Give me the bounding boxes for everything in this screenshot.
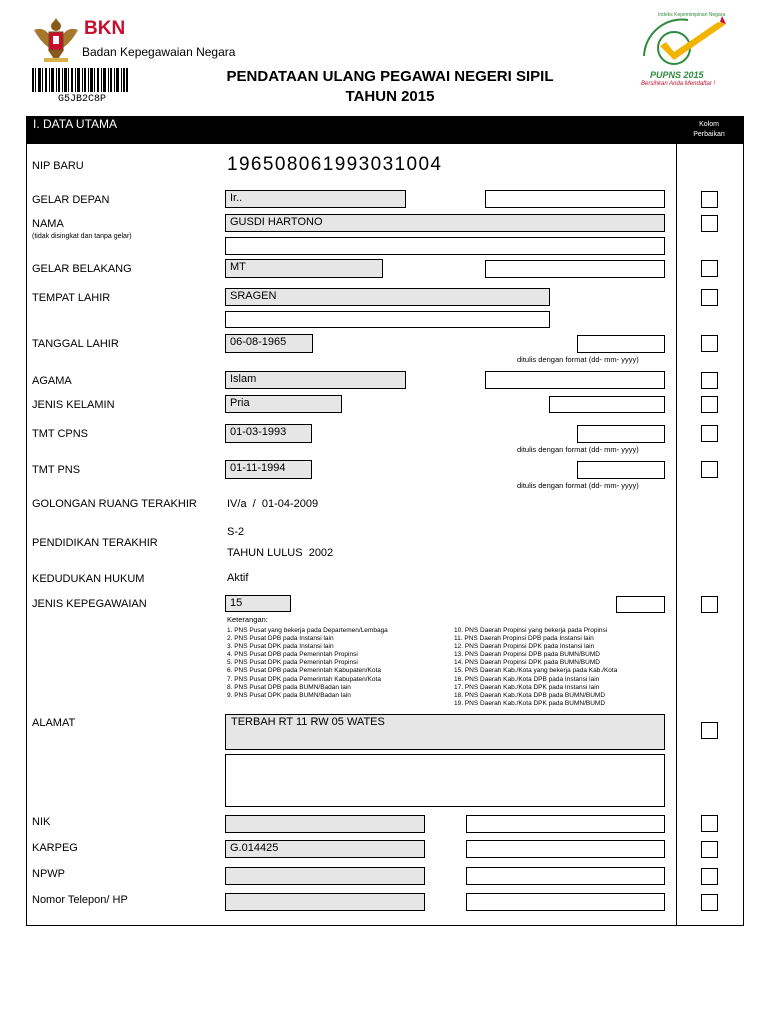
tmt-pns-label: TMT PNS [32, 464, 81, 476]
gelar-depan-checkbox[interactable] [701, 191, 718, 208]
tempat-lahir-checkbox[interactable] [701, 289, 718, 306]
bkn-name: Badan Kepegawaian Negara [82, 45, 236, 59]
keterangan-item: 9. PNS Pusat DPK pada BUMN/Badan lain [227, 691, 351, 699]
agama-label: AGAMA [32, 375, 72, 387]
pupns-logo-text: PUPNS 2015 [650, 70, 704, 80]
kedudukan-label: KEDUDUKAN HUKUM [32, 573, 145, 585]
tahun-lulus-value: TAHUN LULUS 2002 [227, 547, 334, 559]
alamat-correction-field[interactable] [225, 754, 665, 807]
npwp-checkbox[interactable] [701, 868, 718, 885]
keterangan-list-right [454, 627, 617, 708]
jenis-kepeg-checkbox[interactable] [701, 596, 718, 613]
nik-field[interactable] [225, 815, 425, 833]
nama-correction-field[interactable] [225, 237, 665, 255]
golongan-label: GOLONGAN RUANG TERAKHIR [32, 498, 197, 510]
jenis-kepeg-field[interactable]: 15 [225, 595, 291, 612]
tanggal-lahir-correction-field[interactable] [577, 335, 665, 353]
tmt-cpns-checkbox[interactable] [701, 425, 718, 442]
correction-column-divider [676, 116, 677, 926]
agama-correction-field[interactable] [485, 371, 665, 389]
keterangan-item: 8. PNS Pusat DPB pada BUMN/Badan lain [227, 683, 351, 691]
npwp-field[interactable] [225, 867, 425, 885]
tempat-lahir-label: TEMPAT LAHIR [32, 292, 111, 304]
tanggal-lahir-field[interactable]: 06-08-1965 [225, 334, 313, 353]
keterangan-item: 2. PNS Pusat DPB pada Instansi lain [227, 635, 334, 643]
nip-value: 196508061993031004 [227, 154, 443, 175]
gelar-depan-correction-field[interactable] [485, 190, 665, 208]
telepon-field[interactable] [225, 893, 425, 911]
keterangan-list-left [227, 627, 388, 700]
jenis-kepeg-label: JENIS KEPEGAWAIAN [32, 598, 147, 610]
tmt-pns-correction-field[interactable] [577, 461, 665, 479]
keterangan-item: 17. PNS Daerah Kab./Kota DPK pada Instansi lain [454, 683, 600, 691]
gelar-belakang-field[interactable]: MT [225, 259, 383, 278]
nik-checkbox[interactable] [701, 815, 718, 832]
karpeg-checkbox[interactable] [701, 841, 718, 858]
keterangan-item: 6. PNS Pusat DPB pada Pemerintah Kabupaten/Kota [227, 667, 381, 675]
agama-field[interactable]: Islam [225, 371, 406, 389]
jenis-kelamin-correction-field[interactable] [549, 396, 665, 413]
keterangan-item: 4. PNS Pusat DPB pada Pemerintah Propinsi [227, 651, 358, 659]
pupns-arc-text: Indeks Kepemimpinan Negara [658, 12, 726, 18]
keterangan-item: 1. PNS Pusat yang bekerja pada Departemen/Lembaga [227, 627, 388, 634]
keterangan-item: 5. PNS Pusat DPK pada Pemerintah Propinsi [227, 659, 358, 667]
golongan-value: IV/a / 01-04-2009 [227, 498, 319, 510]
keterangan-item: 11. PNS Daerah Propinsi DPB pada Instansi lain [454, 635, 594, 643]
alamat-label: ALAMAT [32, 717, 76, 729]
jenis-kelamin-field[interactable]: Pria [225, 395, 342, 413]
jenis-kelamin-checkbox[interactable] [701, 396, 718, 413]
karpeg-label: KARPEG [32, 842, 78, 854]
gelar-belakang-checkbox[interactable] [701, 260, 718, 277]
gelar-depan-field[interactable]: Ir.. [225, 190, 406, 208]
nip-label: NIP BARU [32, 160, 84, 172]
nik-correction-field[interactable] [466, 815, 665, 833]
section-header-bar [26, 116, 744, 144]
perbaikan-label: Perbaikan [693, 131, 725, 138]
jenis-kepeg-correction-field[interactable] [616, 596, 665, 613]
nama-field[interactable]: GUSDI HARTONO [225, 214, 665, 232]
tempat-lahir-field[interactable]: SRAGEN [225, 288, 550, 306]
form-title-line2: TAHUN 2015 [345, 88, 435, 105]
bkn-logo [30, 14, 82, 66]
barcode [32, 68, 128, 92]
keterangan-item: 19. PNS Daerah Kab./Kota DPK pada BUMN/BUMD [454, 699, 606, 707]
telepon-checkbox[interactable] [701, 894, 718, 911]
jenis-kelamin-label: JENIS KELAMIN [32, 399, 115, 411]
npwp-correction-field[interactable] [466, 867, 665, 885]
tanggal-lahir-checkbox[interactable] [701, 335, 718, 352]
keterangan-item: 3. PNS Pusat DPK pada Instansi lain [227, 643, 334, 651]
nama-label: NAMA [32, 218, 64, 230]
keterangan-item: 7. PNS Pusat DPK pada Pemerintah Kabupaten/Kota [227, 675, 381, 683]
karpeg-field[interactable]: G.014425 [225, 840, 425, 858]
agama-checkbox[interactable] [701, 372, 718, 389]
pendidikan-label: PENDIDIKAN TERAKHIR [32, 537, 158, 549]
nik-label: NIK [32, 816, 51, 828]
tmt-cpns-field[interactable]: 01-03-1993 [225, 424, 312, 443]
karpeg-correction-field[interactable] [466, 840, 665, 858]
section-title: I. DATA UTAMA [33, 117, 118, 131]
pupns-tagline: Bersihkan Anda Mendaftar ! [641, 81, 716, 87]
tempat-lahir-correction-field[interactable] [225, 311, 550, 328]
keterangan-item: 15. PNS Daerah Kab./Kota yang bekerja pada Kab./Kota [454, 667, 618, 675]
keterangan-title: Keterangan: [227, 615, 268, 624]
gelar-belakang-correction-field[interactable] [485, 260, 665, 278]
npwp-label: NPWP [32, 868, 65, 880]
tanggal-lahir-format-note: ditulis dengan format (dd- mm- yyyy) [517, 355, 639, 364]
tanggal-lahir-label: TANGGAL LAHIR [32, 338, 119, 350]
barcode-icon [32, 68, 128, 92]
telepon-label: Nomor Telepon/ HP [32, 894, 128, 906]
pendidikan-value: S-2 [227, 526, 245, 538]
bkn-abbreviation: BKN [84, 18, 126, 39]
garuda-emblem-icon [30, 14, 82, 66]
alamat-checkbox[interactable] [701, 722, 718, 739]
keterangan-item: 10. PNS Daerah Propinsi yang bekerja pada Propinsi [454, 627, 608, 634]
gelar-depan-label: GELAR DEPAN [32, 194, 110, 206]
nama-checkbox[interactable] [701, 215, 718, 232]
tmt-cpns-label: TMT CPNS [32, 428, 89, 440]
kolom-label: Kolom [699, 121, 719, 128]
barcode-code: G5JB2C8P [58, 94, 107, 105]
nama-note: (tidak disingkat dan tanpa gelar) [32, 233, 132, 240]
keterangan-item: 18. PNS Daerah Kab./Kota DPB pada BUMN/BUMD [454, 691, 606, 699]
tmt-cpns-correction-field[interactable] [577, 425, 665, 443]
alamat-field[interactable]: TERBAH RT 11 RW 05 WATES [225, 714, 665, 750]
tmt-cpns-format-note: ditulis dengan format (dd- mm- yyyy) [517, 445, 639, 454]
gelar-belakang-label: GELAR BELAKANG [32, 263, 132, 275]
telepon-correction-field[interactable] [466, 893, 665, 911]
keterangan-item: 12. PNS Daerah Propinsi DPK pada Instansi lain [454, 643, 595, 651]
kolom-perbaikan-label [676, 120, 742, 140]
tmt-pns-field[interactable]: 01-11-1994 [225, 460, 312, 479]
keterangan-item: 16. PNS Daerah Kab./Kota DPB pada Instansi lain [454, 675, 600, 683]
kedudukan-value: Aktif [227, 572, 249, 584]
form-title-line1: PENDATAAN ULANG PEGAWAI NEGERI SIPIL [226, 68, 554, 85]
tmt-pns-format-note: ditulis dengan format (dd- mm- yyyy) [517, 481, 639, 490]
keterangan-item: 13. PNS Daerah Propinsi DPB pada BUMN/BUMD [454, 651, 600, 659]
tmt-pns-checkbox[interactable] [701, 461, 718, 478]
keterangan-item: 14. PNS Daerah Propinsi DPK pada BUMN/BUMD [454, 659, 600, 667]
